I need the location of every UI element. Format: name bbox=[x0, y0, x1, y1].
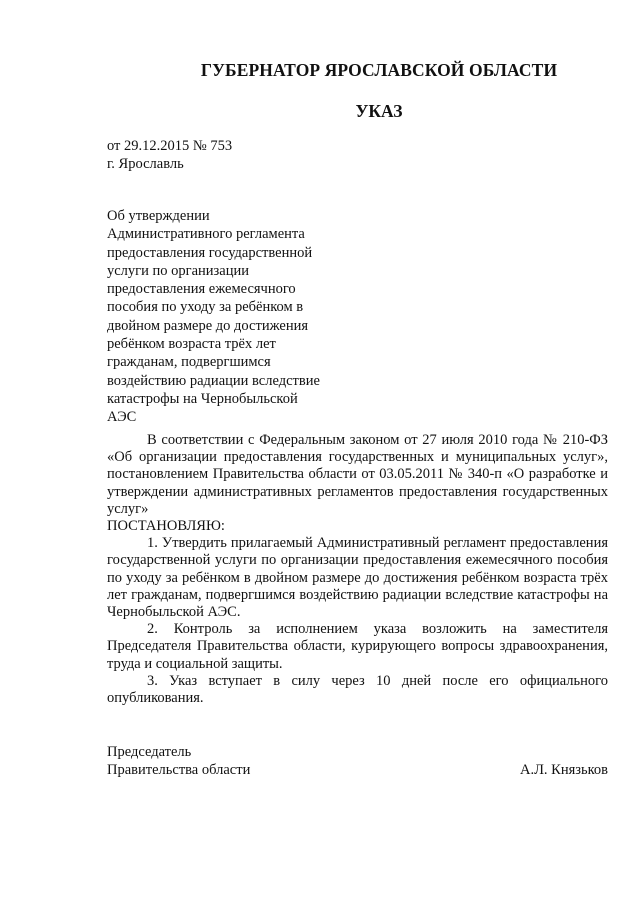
subject-line: двойном размере до достижения bbox=[107, 317, 309, 334]
document-meta bbox=[107, 137, 232, 173]
item-1: 1. Утвердить прилагаемый Административный регламент предоставления государственной услуги по организации предоставления ежемесячного пособия по уходу за ребёнком в двойном размере до достижения ребёнком возраста трёх лет гражданам, подвергшимся воздействию радиации вследствие катастрофы на Чернобыльской АЭС. bbox=[107, 535, 608, 621]
item-2: 2. Контроль за исполнением указа возложить на заместителя Председателя Правительства области, курирующего вопросы здравоохранения, труда и социальной защиты. bbox=[107, 621, 608, 672]
preamble: В соответствии с Федеральным законом от 27 июля 2010 года № 210-ФЗ «Об организации предоставления государственных и муниципальных услуг», постановлением Правительства области от 03.05.2011 № 340-п «О разработке и утверждении административных регламентов предоставления государственных услуг» bbox=[107, 432, 608, 517]
signature-row bbox=[107, 761, 608, 779]
subject-line: воздействию радиации вследствие bbox=[107, 372, 320, 389]
subject-line: предоставления государственной bbox=[107, 244, 313, 261]
date-number: от 29.12.2015 № 753 bbox=[107, 138, 233, 154]
subject-line: Об утверждении bbox=[107, 208, 210, 224]
subject-line: Административного регламента bbox=[107, 226, 305, 243]
document-subject bbox=[107, 207, 347, 427]
subject-line: предоставления ежемесячного bbox=[107, 281, 296, 298]
item-3: 3. Указ вступает в силу через 10 дней после его официального опубликования. bbox=[107, 672, 608, 707]
signer-position-line1: Председатель bbox=[107, 744, 192, 760]
subject-line: гражданам, подвергшимся bbox=[107, 354, 271, 371]
decree-word: ПОСТАНОВЛЯЮ: bbox=[107, 518, 225, 535]
subject-line: ребёнком возраста трёх лет bbox=[107, 336, 276, 353]
city: г. Ярославль bbox=[107, 156, 184, 172]
subject-line: катастрофы на Чернобыльской bbox=[107, 390, 298, 407]
signer-name: А.Л. Князьков bbox=[519, 762, 608, 778]
document-body bbox=[107, 432, 608, 707]
signer-position-line2: Правительства области bbox=[107, 762, 251, 778]
subject-line: пособия по уходу за ребёнком в bbox=[107, 299, 304, 316]
signature-block bbox=[107, 743, 608, 779]
subject-line: услуги по организации bbox=[107, 262, 249, 279]
subject-line: АЭС bbox=[107, 409, 137, 426]
document-type: УКАЗ bbox=[355, 101, 403, 121]
governor-title: ГУБЕРНАТОР ЯРОСЛАВСКОЙ ОБЛАСТИ bbox=[200, 60, 558, 80]
